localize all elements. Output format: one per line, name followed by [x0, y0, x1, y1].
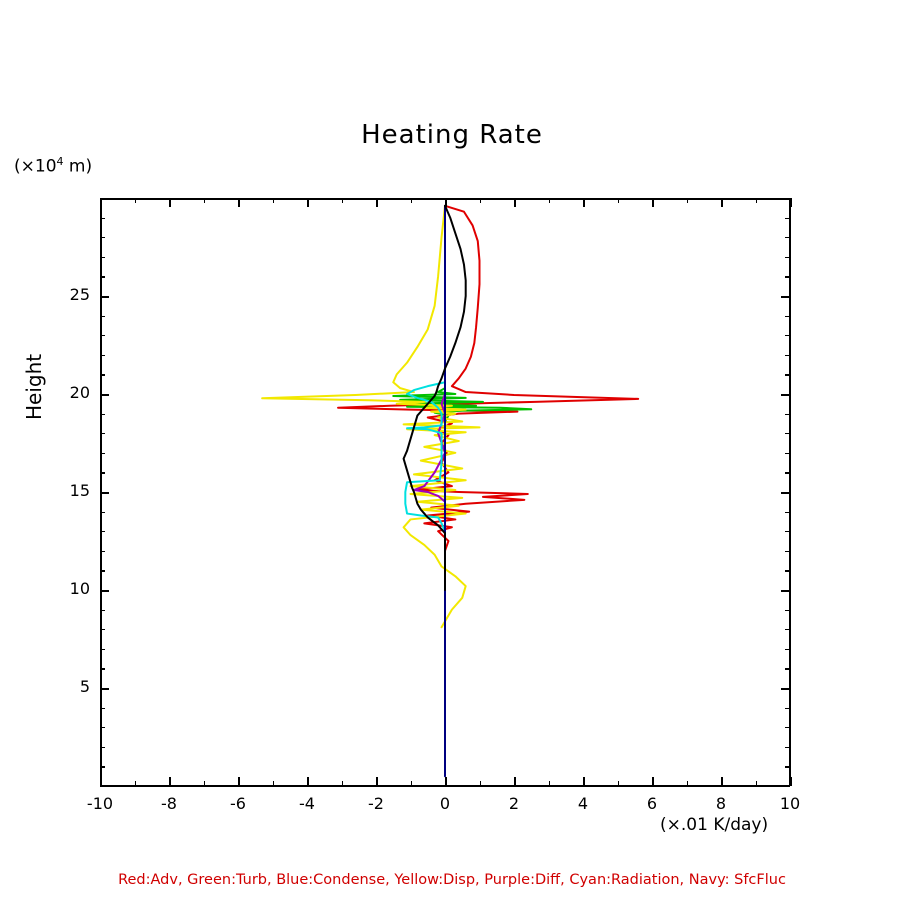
y-tick-right	[781, 590, 790, 592]
y-tick	[100, 394, 109, 396]
y-minor-tick-right	[785, 335, 790, 336]
x-minor-tick	[687, 781, 688, 786]
y-minor-tick	[100, 414, 105, 415]
x-minor-tick-top	[273, 198, 274, 203]
y-tick	[100, 688, 109, 690]
x-tick	[583, 777, 585, 786]
y-minor-tick	[100, 237, 105, 238]
y-tick	[100, 590, 109, 592]
y-minor-tick	[100, 551, 105, 552]
chart-title: Heating Rate	[361, 120, 543, 150]
y-minor-tick-right	[785, 355, 790, 356]
y-minor-tick	[100, 747, 105, 748]
x-minor-tick	[135, 781, 136, 786]
y-minor-tick-right	[785, 629, 790, 630]
y-minor-tick	[100, 649, 105, 650]
y-minor-tick-right	[785, 453, 790, 454]
x-tick	[307, 777, 309, 786]
y-minor-tick	[100, 276, 105, 277]
y-minor-tick-right	[785, 531, 790, 532]
x-minor-tick-top	[204, 198, 205, 203]
x-tick-top	[721, 198, 723, 207]
y-tick	[100, 296, 109, 298]
x-tick-label: 10	[779, 794, 801, 813]
y-unit-exponent: 4	[56, 155, 64, 168]
y-minor-tick-right	[785, 551, 790, 552]
x-tick-label: -6	[230, 794, 246, 813]
series-line-adv	[338, 206, 638, 629]
x-tick-label: -10	[86, 794, 114, 813]
y-minor-tick	[100, 453, 105, 454]
y-minor-tick-right	[785, 433, 790, 434]
x-tick-top	[307, 198, 309, 207]
x-tick-top	[652, 198, 654, 207]
legend: Red:Adv, Green:Turb, Blue:Condense, Yellow:Disp, Purple:Diff, Cyan:Radiation, Navy: SfcFluc	[118, 872, 786, 888]
x-tick-top	[514, 198, 516, 207]
x-minor-tick	[480, 781, 481, 786]
y-minor-tick	[100, 629, 105, 630]
y-tick-right	[781, 688, 790, 690]
x-tick-top	[583, 198, 585, 207]
y-tick-label: 25	[69, 285, 90, 304]
plot-area	[69, 198, 801, 813]
y-axis-unit-label	[14, 155, 92, 177]
y-minor-tick	[100, 472, 105, 473]
y-minor-tick	[100, 433, 105, 434]
y-minor-tick-right	[785, 276, 790, 277]
x-tick-top	[445, 198, 447, 207]
x-minor-tick-top	[687, 198, 688, 203]
y-minor-tick-right	[785, 414, 790, 415]
y-tick-label: 10	[69, 579, 90, 598]
x-minor-tick	[618, 781, 619, 786]
y-minor-tick	[100, 570, 105, 571]
y-minor-tick-right	[785, 472, 790, 473]
y-tick-label: 5	[79, 677, 90, 696]
x-minor-tick	[273, 781, 274, 786]
x-tick	[514, 777, 516, 786]
x-tick-label: 8	[715, 794, 727, 813]
y-tick-label: 15	[69, 481, 90, 500]
x-tick-label: -2	[368, 794, 384, 813]
y-minor-tick-right	[785, 727, 790, 728]
y-minor-tick-right	[785, 374, 790, 375]
x-tick-label: -8	[161, 794, 177, 813]
y-tick-right	[781, 492, 790, 494]
x-minor-tick	[204, 781, 205, 786]
y-minor-tick-right	[785, 649, 790, 650]
y-minor-tick-right	[785, 766, 790, 767]
y-minor-tick	[100, 335, 105, 336]
x-tick	[169, 777, 171, 786]
x-minor-tick-top	[342, 198, 343, 203]
x-tick	[238, 777, 240, 786]
x-axis-unit-label: (×.01 K/day)	[660, 815, 769, 835]
x-tick	[652, 777, 654, 786]
y-minor-tick-right	[785, 708, 790, 709]
y-minor-tick	[100, 727, 105, 728]
y-minor-tick	[100, 708, 105, 709]
y-minor-tick-right	[785, 257, 790, 258]
x-tick-label: 2	[508, 794, 520, 813]
x-tick	[790, 777, 792, 786]
y-minor-tick-right	[785, 237, 790, 238]
y-tick-right	[781, 394, 790, 396]
y-axis-label: Height	[22, 353, 46, 420]
x-minor-tick-top	[135, 198, 136, 203]
y-tick	[100, 492, 109, 494]
y-minor-tick-right	[785, 570, 790, 571]
y-minor-tick-right	[785, 218, 790, 219]
x-minor-tick-top	[756, 198, 757, 203]
x-tick-top	[100, 198, 102, 207]
x-tick	[721, 777, 723, 786]
y-minor-tick	[100, 766, 105, 767]
y-minor-tick	[100, 512, 105, 513]
x-minor-tick-top	[411, 198, 412, 203]
y-minor-tick	[100, 610, 105, 611]
series-curves	[100, 198, 790, 786]
x-tick-top	[376, 198, 378, 207]
y-minor-tick-right	[785, 512, 790, 513]
y-minor-tick-right	[785, 747, 790, 748]
y-tick-right	[781, 296, 790, 298]
series-line-disp	[262, 206, 479, 627]
y-minor-tick	[100, 257, 105, 258]
y-unit-suffix: m)	[63, 156, 93, 177]
x-minor-tick-top	[480, 198, 481, 203]
x-tick-label: 0	[439, 794, 451, 813]
x-tick-label: 4	[577, 794, 589, 813]
x-minor-tick-top	[618, 198, 619, 203]
x-tick-top	[169, 198, 171, 207]
y-minor-tick-right	[785, 610, 790, 611]
y-minor-tick-right	[785, 668, 790, 669]
y-minor-tick-right	[785, 316, 790, 317]
y-minor-tick	[100, 531, 105, 532]
x-tick	[376, 777, 378, 786]
y-minor-tick	[100, 316, 105, 317]
x-minor-tick	[756, 781, 757, 786]
x-tick-label: -4	[299, 794, 315, 813]
x-tick-top	[790, 198, 792, 207]
y-minor-tick	[100, 374, 105, 375]
y-tick-label: 20	[69, 383, 90, 402]
y-minor-tick	[100, 355, 105, 356]
x-minor-tick	[411, 781, 412, 786]
x-minor-tick	[549, 781, 550, 786]
x-minor-tick	[342, 781, 343, 786]
y-minor-tick	[100, 218, 105, 219]
y-minor-tick	[100, 668, 105, 669]
y-unit-prefix: (×10	[14, 156, 57, 177]
x-tick-top	[238, 198, 240, 207]
x-tick	[445, 777, 447, 786]
x-minor-tick-top	[549, 198, 550, 203]
x-tick	[100, 777, 102, 786]
x-tick-label: 6	[646, 794, 658, 813]
